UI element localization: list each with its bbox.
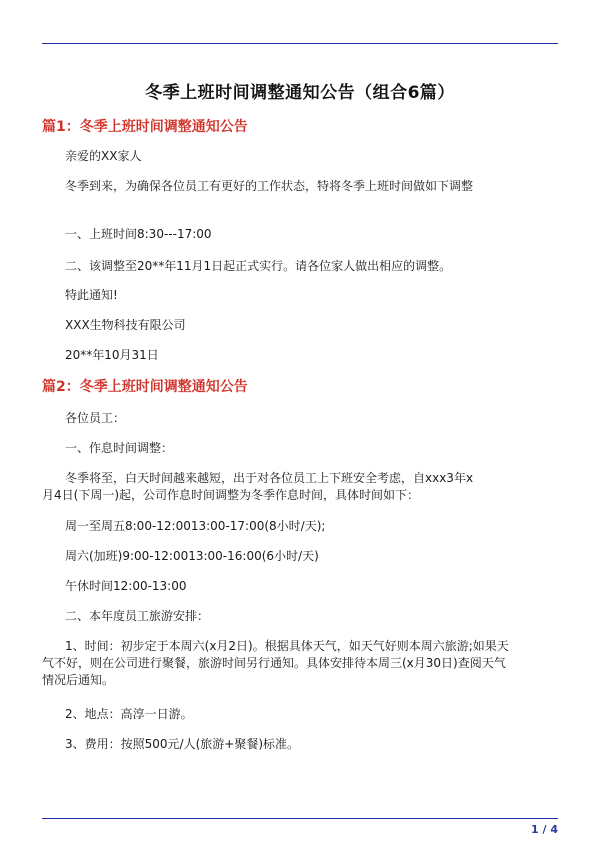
paragraph: 二、该调整至20**年11月1日起正式实行。请各位家人做出相应的调整。: [65, 259, 452, 273]
salutation: 各位员工：: [65, 411, 126, 425]
date-signature: 20**年10月31日: [65, 348, 159, 362]
company-signature: XXX生物科技有限公司: [65, 318, 186, 332]
paragraph: 冬季到来，为确保各位员工有更好的工作状态，特将冬季上班时间做如下调整: [65, 179, 474, 193]
page-number: 1 / 4: [531, 823, 558, 836]
article-heading: 篇2：冬季上班时间调整通知公告: [42, 379, 248, 395]
header-rule: [42, 43, 558, 44]
paragraph: 冬季将至，白天时间越来越短，出于对各位员工上下班安全考虑，自xxx3年x月4日(下周一)起，公司作息时间调整为冬季作息时间，具体时间如下：: [42, 471, 474, 502]
paragraph: 一、作息时间调整：: [65, 441, 174, 455]
paragraph: 一、上班时间8:30---17:00: [65, 227, 212, 241]
footer-rule: [42, 818, 558, 819]
paragraph: 周六(加班)9:00-12:0013:00-16:00(6小时/天): [65, 549, 319, 563]
paragraph: 周一至周五8:00-12:0013:00-17:00(8小时/天);: [65, 519, 326, 533]
salutation: 亲爱的XX家人: [65, 149, 142, 163]
document-title: 冬季上班时间调整通知公告（组合6篇）: [145, 83, 455, 103]
paragraph: 二、本年度员工旅游安排：: [65, 609, 210, 623]
article-heading: 篇1：冬季上班时间调整通知公告: [42, 119, 248, 135]
paragraph: 特此通知!: [65, 288, 118, 302]
paragraph: 午休时间12:00-13:00: [65, 579, 187, 593]
paragraph: 1、时间：初步定于本周六(x月2日)。根据具体天气，如天气好则本周六旅游;如果天气不好，则在公司进行聚餐，旅游时间另行通知。具体安排待本周三(x月30日)查阅天气情况后通知。: [42, 639, 509, 687]
paragraph: 3、费用：按照500元/人(旅游+聚餐)标准。: [65, 737, 300, 751]
paragraph: 2、地点：高淳一日游。: [65, 707, 193, 721]
